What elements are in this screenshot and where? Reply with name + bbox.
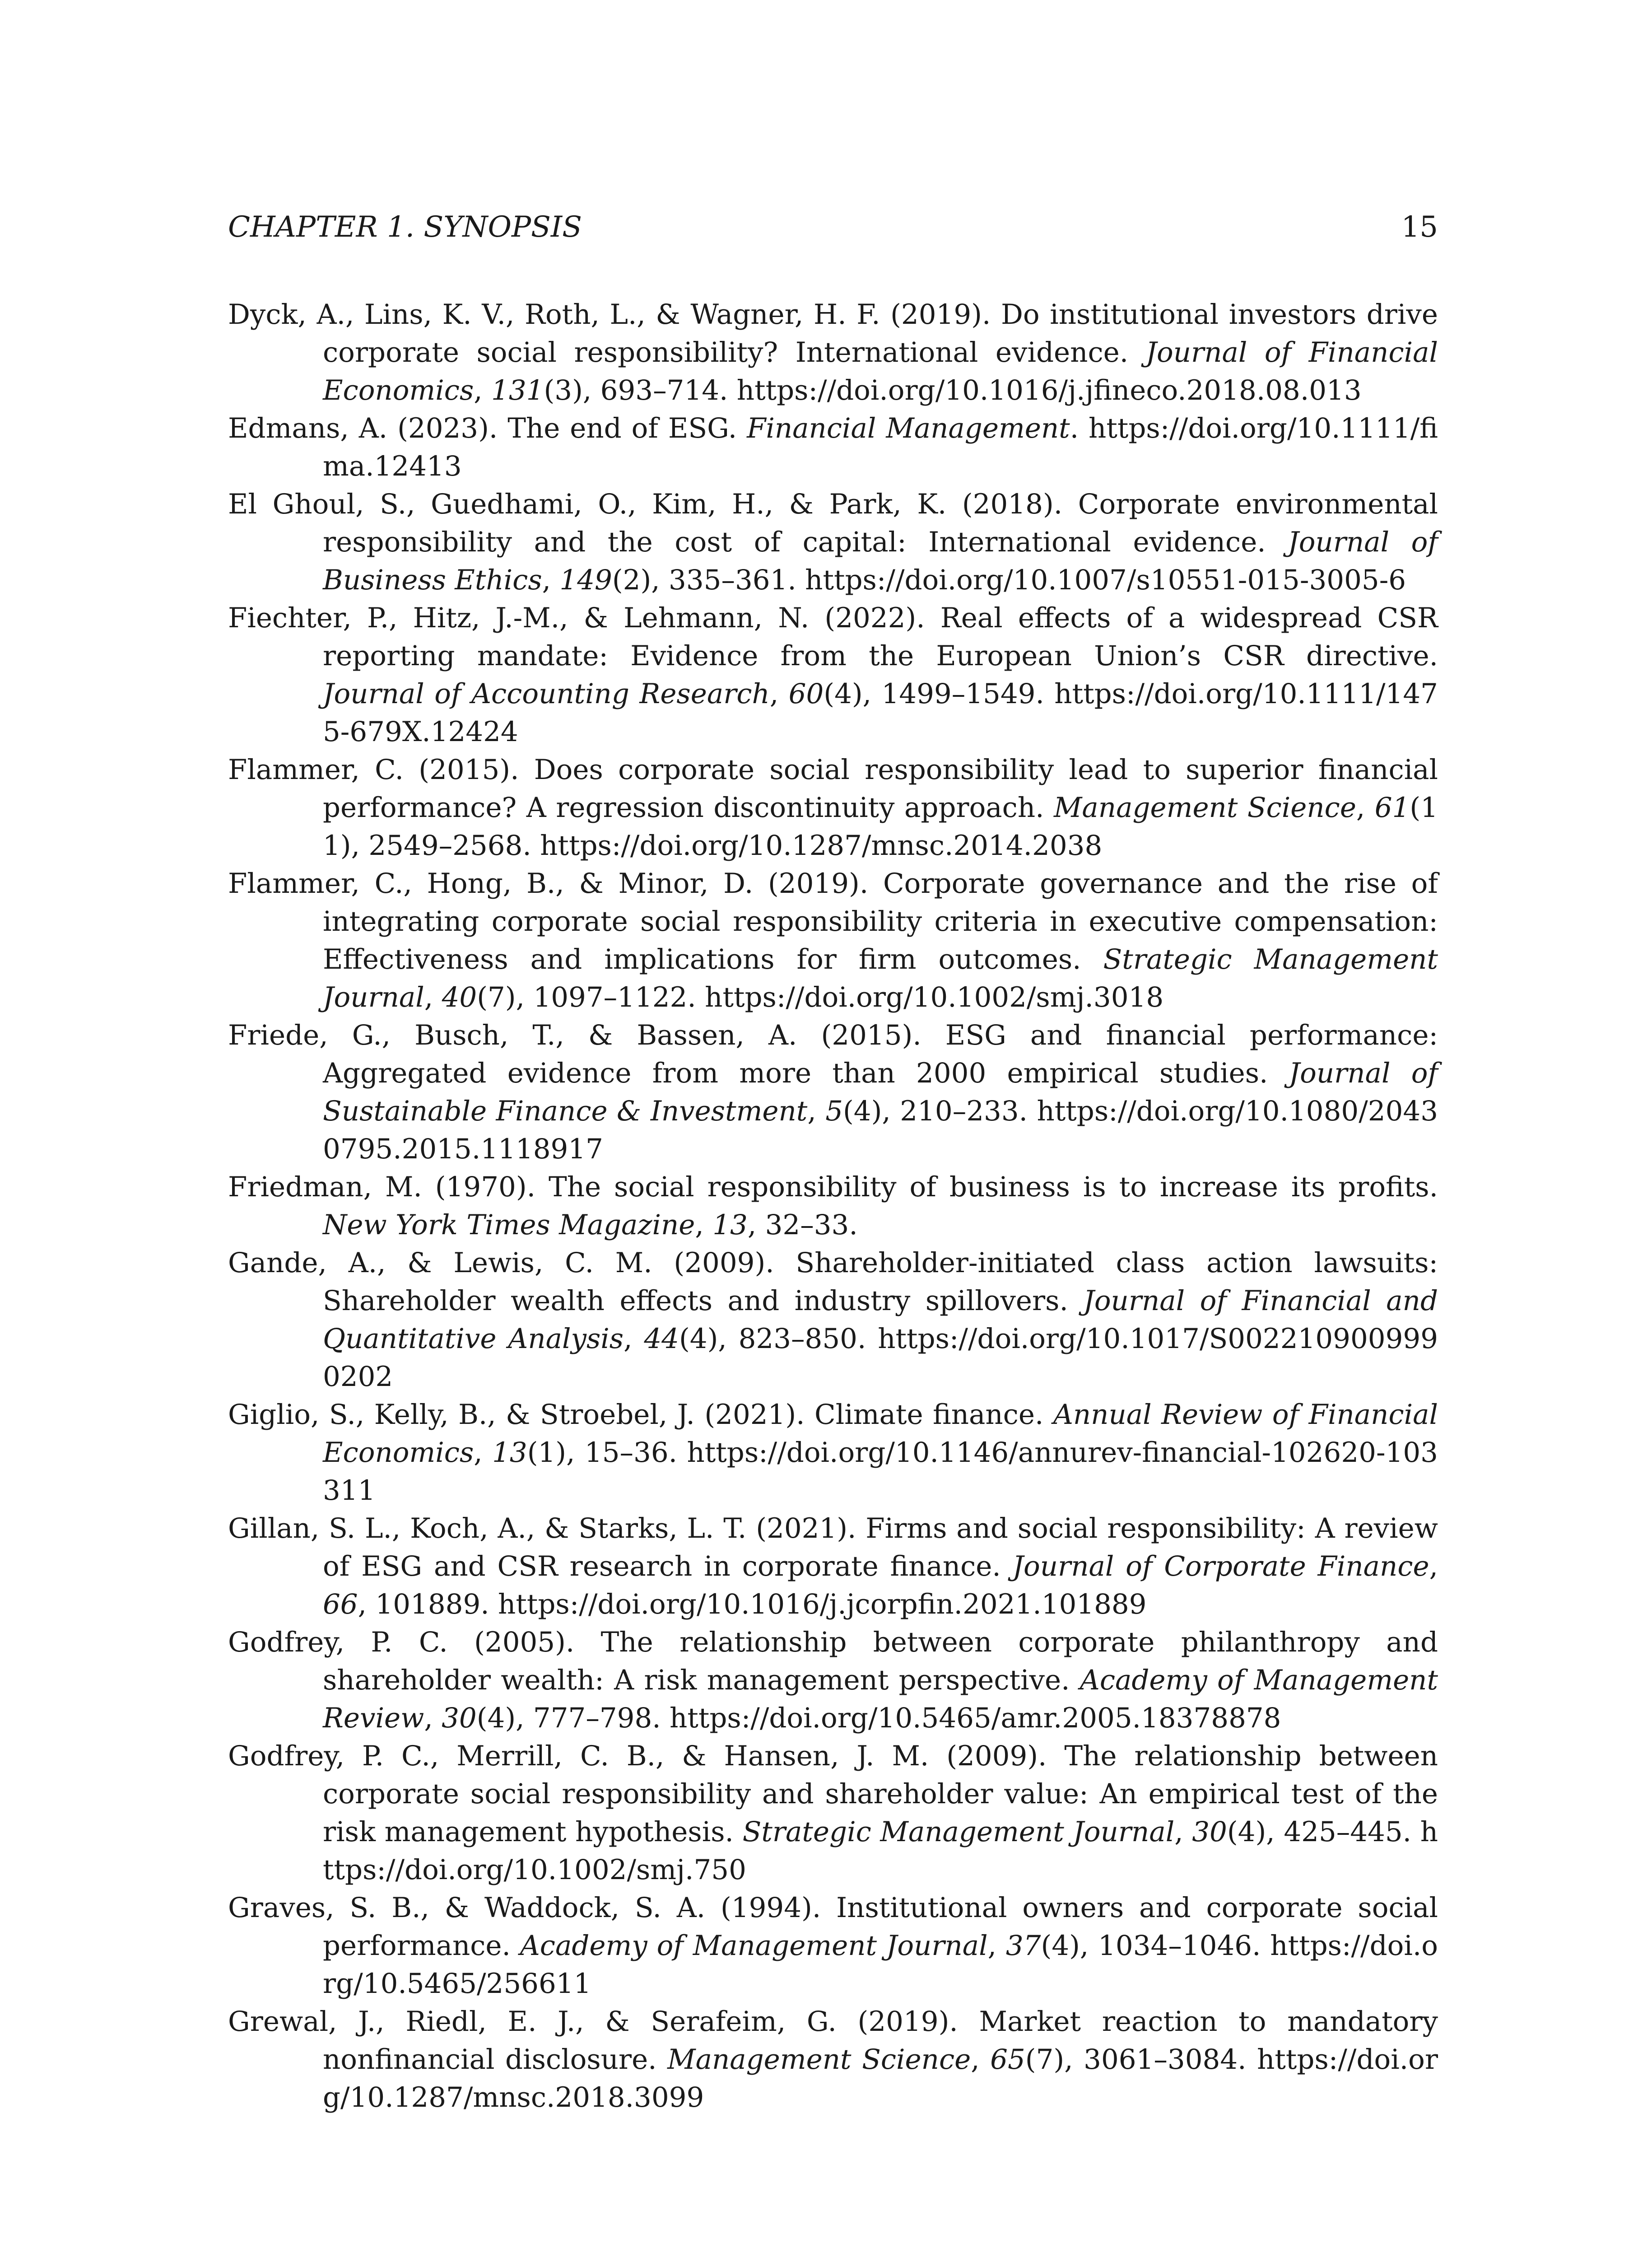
reference-volume: 30 xyxy=(442,1702,477,1734)
reference-venue: Journal of Financial and Quantitative Analysis xyxy=(323,1285,1438,1355)
reference-text: Grewal, J., Riedl, E. J., & Serafeim, G. (2019). Market reaction to mandatory nonfinancial disclosure. xyxy=(228,2006,1438,2076)
reference-venue: Annual Review of Financial Economics xyxy=(323,1399,1438,1469)
reference-details: . https://doi.org/10.1111/fima.12413 xyxy=(323,412,1438,482)
reference-volume: 61 xyxy=(1374,792,1410,824)
reference-entry: El Ghoul, S., Guedhami, O., Kim, H., & Park, K. (2018). Corporate environmental responsibility and the cost of capital: International evidence. Journal of Business Ethics, 149(2), 335–361. https://doi.org/10.1007/s10551-015-3005-6 xyxy=(228,488,1438,596)
reference-venue: Financial Management xyxy=(747,412,1070,444)
reference-entry: Grewal, J., Riedl, E. J., & Serafeim, G. (2019). Market reaction to mandatory nonfinancial disclosure. Management Science, 65(7), 3061–3084. https://doi.org/10.1287/mnsc.2018.3099 xyxy=(228,2006,1438,2113)
reference-details: (3), 693–714. https://doi.org/10.1016/j.jfineco.2018.08.013 xyxy=(544,374,1362,406)
reference-entry: Gillan, S. L., Koch, A., & Starks, L. T. (2021). Firms and social responsibility: A review of ESG and CSR research in corporate finance. Journal of Corporate Finance, 66, 101889. https://doi.org/10.1016/j.jcorpfin.2021.101889 xyxy=(228,1512,1438,1620)
reference-details: (4), 1499–1549. https://doi.org/10.1111/1475-679X.12424 xyxy=(323,678,1438,748)
reference-volume: 13 xyxy=(492,1437,527,1469)
reference-details: (4), 425–445. https://doi.org/10.1002/smj.750 xyxy=(323,1816,1438,1886)
reference-venue: Management Science xyxy=(667,2043,971,2076)
reference-details: , 101889. https://doi.org/10.1016/j.jcorpfin.2021.101889 xyxy=(358,1588,1147,1620)
reference-details: (4), 777–798. https://doi.org/10.5465/amr.2005.18378878 xyxy=(476,1702,1281,1734)
reference-entry: Friede, G., Busch, T., & Bassen, A. (2015). ESG and financial performance: Aggregated evidence from more than 2000 empirical studies. Journal of Sustainable Finance & Investment, 5(4), 210–233. https://doi.org/10.1080/20430795.2015.1118917 xyxy=(228,1019,1438,1165)
reference-text: Graves, S. B., & Waddock, S. A. (1994). Institutional owners and corporate social performance. xyxy=(228,1892,1438,1962)
reference-volume: 149 xyxy=(559,564,612,596)
reference-volume: 40 xyxy=(442,981,477,1013)
reference-volume: 37 xyxy=(1005,1930,1041,1962)
reference-text: El Ghoul, S., Guedhami, O., Kim, H., & Park, K. (2018). Corporate environmental responsibility and the cost of capital: International evidence. xyxy=(228,488,1438,558)
reference-volume: 30 xyxy=(1192,1816,1227,1848)
reference-details: (7), 1097–1122. https://doi.org/10.1002/smj.3018 xyxy=(477,981,1164,1013)
page-number: 15 xyxy=(1401,210,1438,244)
reference-entry: Graves, S. B., & Waddock, S. A. (1994). Institutional owners and corporate social performance. Academy of Management Journal, 37(4), 1034–1046. https://doi.org/10.5465/256611 xyxy=(228,1892,1438,2000)
reference-text: Fiechter, P., Hitz, J.-M., & Lehmann, N. (2022). Real effects of a widespread CSR reporting mandate: Evidence from the European Union’s CSR directive. xyxy=(228,602,1438,672)
reference-text: Flammer, C., Hong, B., & Minor, D. (2019). Corporate governance and the rise of integrating corporate social responsibility criteria in executive compensation: Effectiveness and implications for firm outcomes. xyxy=(228,868,1438,975)
reference-text: Gande, A., & Lewis, C. M. (2009). Shareholder-initiated class action lawsuits: Shareholder wealth effects and industry spillovers. xyxy=(228,1247,1438,1317)
reference-entry: Flammer, C., Hong, B., & Minor, D. (2019). Corporate governance and the rise of integrating corporate social responsibility criteria in executive compensation: Effectiveness and implications for firm outcomes. Strategic Management Journal, 40(7), 1097–1122. https://doi.org/10.1002/smj.3018 xyxy=(228,868,1438,1013)
reference-text: Friedman, M. (1970). The social responsibility of business is to increase its profits. xyxy=(228,1171,1438,1203)
reference-entry: Gande, A., & Lewis, C. M. (2009). Shareholder-initiated class action lawsuits: Shareholder wealth effects and industry spillovers. Journal of Financial and Quantitative Analysis, 44(4), 823–850. https://doi.org/10.1017/S0022109009990202 xyxy=(228,1247,1438,1393)
reference-text: Edmans, A. (2023). The end of ESG. xyxy=(228,412,747,444)
reference-list xyxy=(228,296,1438,2117)
reference-volume: 5 xyxy=(825,1095,843,1127)
reference-venue: New York Times Magazine xyxy=(323,1209,695,1241)
reference-entry: Godfrey, P. C., Merrill, C. B., & Hansen, J. M. (2009). The relationship between corporate social responsibility and shareholder value: An empirical test of the risk management hypothesis. Strategic Management Journal, 30(4), 425–445. https://doi.org/10.1002/smj.750 xyxy=(228,1740,1438,1886)
reference-text: Godfrey, P. C., Merrill, C. B., & Hansen, J. M. (2009). The relationship between corporate social responsibility and shareholder value: An empirical test of the risk management hypothesis. xyxy=(228,1740,1438,1848)
reference-details: (4), 823–850. https://doi.org/10.1017/S0022109009990202 xyxy=(323,1323,1438,1393)
reference-volume: 65 xyxy=(990,2043,1025,2076)
reference-entry: Fiechter, P., Hitz, J.-M., & Lehmann, N. (2022). Real effects of a widespread CSR reporting mandate: Evidence from the European Union’s CSR directive. Journal of Accounting Research, 60(4), 1499–1549. https://doi.org/10.1111/1475-679X.12424 xyxy=(228,602,1438,748)
reference-venue: Academy of Management Journal xyxy=(520,1930,988,1962)
reference-details: (4), 1034–1046. https://doi.org/10.5465/256611 xyxy=(323,1930,1438,2000)
reference-details: (1), 15–36. https://doi.org/10.1146/annurev-financial-102620-103311 xyxy=(323,1437,1438,1507)
reference-volume: 13 xyxy=(712,1209,748,1241)
reference-text: Godfrey, P. C. (2005). The relationship between corporate philanthropy and shareholder wealth: A risk management perspective. xyxy=(228,1626,1438,1696)
reference-venue: Strategic Management Journal xyxy=(323,943,1438,1013)
chapter-title: CHAPTER 1. SYNOPSIS xyxy=(228,210,582,244)
reference-entry: Godfrey, P. C. (2005). The relationship between corporate philanthropy and shareholder wealth: A risk management perspective. Academy of Management Review, 30(4), 777–798. https://doi.org/10.5465/amr.2005.18378878 xyxy=(228,1626,1438,1734)
reference-details: (11), 2549–2568. https://doi.org/10.1287/mnsc.2014.2038 xyxy=(323,792,1438,862)
reference-text: Friede, G., Busch, T., & Bassen, A. (2015). ESG and financial performance: Aggregated evidence from more than 2000 empirical studies. xyxy=(228,1019,1438,1089)
reference-text: Flammer, C. (2015). Does corporate social responsibility lead to superior financial performance? A regression discontinuity approach. xyxy=(228,754,1438,824)
reference-volume: 44 xyxy=(644,1323,679,1355)
reference-entry: Giglio, S., Kelly, B., & Stroebel, J. (2021). Climate finance. Annual Review of Financial Economics, 13(1), 15–36. https://doi.org/10.1146/annurev-financial-102620-103311 xyxy=(228,1399,1438,1507)
reference-venue: Journal of Accounting Research xyxy=(323,678,770,710)
reference-details: , 32–33. xyxy=(747,1209,858,1241)
reference-entry xyxy=(228,410,1438,485)
reference-venue: Journal of Corporate Finance xyxy=(1012,1550,1429,1582)
reference-venue: Journal of Financial Economics xyxy=(323,336,1438,406)
reference-venue: Academy of Management Review xyxy=(323,1664,1438,1734)
reference-details: (4), 210–233. https://doi.org/10.1080/20430795.2015.1118917 xyxy=(323,1095,1438,1165)
reference-details: (7), 3061–3084. https://doi.org/10.1287/mnsc.2018.3099 xyxy=(323,2043,1438,2113)
reference-venue: Strategic Management Journal xyxy=(742,1816,1175,1848)
reference-details: (2), 335–361. https://doi.org/10.1007/s10551-015-3005-6 xyxy=(612,564,1406,596)
running-header xyxy=(228,207,1438,247)
reference-text: Dyck, A., Lins, K. V., Roth, L., & Wagner, H. F. (2019). Do institutional investors drive corporate social responsibility? International evidence. xyxy=(228,299,1438,369)
reference-entry: Friedman, M. (1970). The social responsibility of business is to increase its profits. New York Times Magazine, 13, 32–33. xyxy=(228,1171,1438,1241)
reference-volume: 66 xyxy=(323,1588,358,1620)
reference-entry: Dyck, A., Lins, K. V., Roth, L., & Wagner, H. F. (2019). Do institutional investors drive corporate social responsibility? International evidence. Journal of Financial Economics, 131(3), 693–714. https://doi.org/10.1016/j.jfineco.2018.08.013 xyxy=(228,299,1438,406)
reference-text: Giglio, S., Kelly, B., & Stroebel, J. (2021). Climate finance. xyxy=(228,1399,1053,1431)
reference-venue: Journal of Sustainable Finance & Investment xyxy=(323,1057,1438,1127)
reference-venue: Management Science xyxy=(1053,792,1356,824)
reference-text: Gillan, S. L., Koch, A., & Starks, L. T. (2021). Firms and social responsibility: A review of ESG and CSR research in corporate finance. xyxy=(228,1512,1438,1582)
reference-entry: Flammer, C. (2015). Does corporate social responsibility lead to superior financial performance? A regression discontinuity approach. Management Science, 61(11), 2549–2568. https://doi.org/10.1287/mnsc.2014.2038 xyxy=(228,754,1438,862)
reference-volume: 131 xyxy=(491,374,544,406)
reference-volume: 60 xyxy=(788,678,824,710)
reference-venue: Journal of Business Ethics xyxy=(323,526,1438,596)
